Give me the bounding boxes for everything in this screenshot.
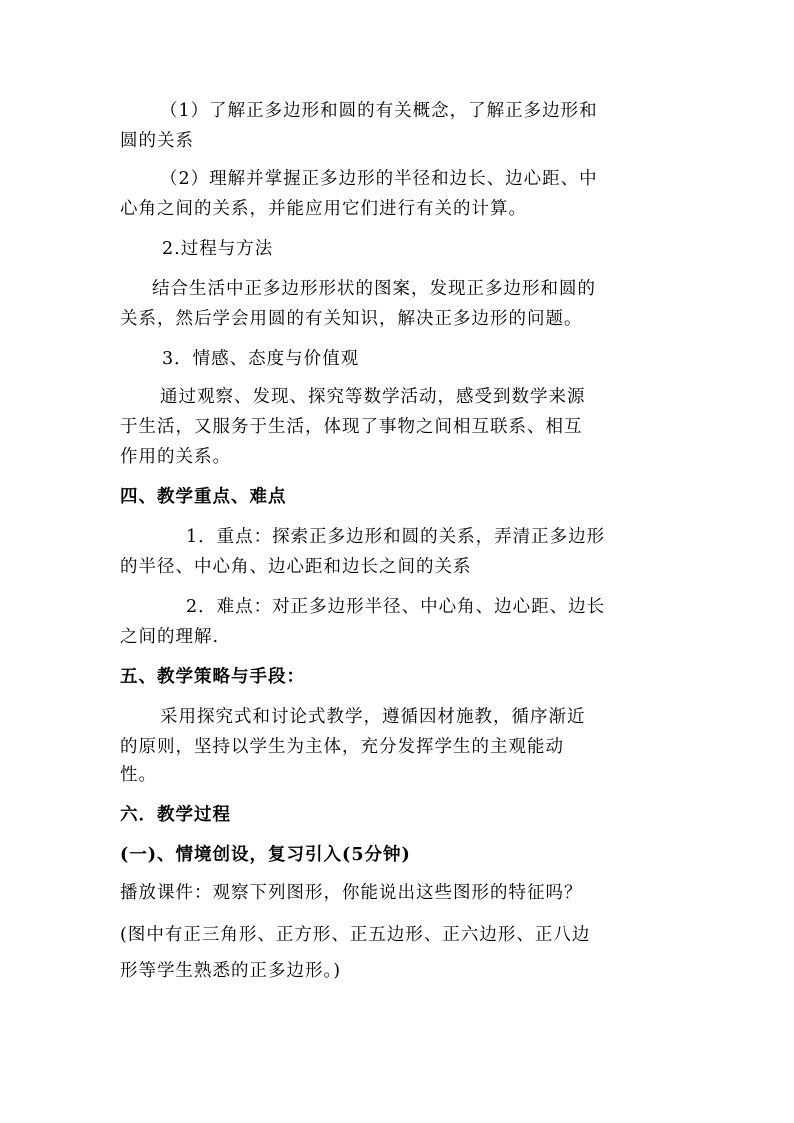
emotion-paragraph-line-2: 于生活，又服务于生活，体现了事物之间相互联系、相互 (120, 417, 583, 437)
process-paragraph-line-1: 结合生活中正多边形形状的图案，发现正多边形和圆的 (152, 279, 596, 299)
objective-1-line-1: （1）了解正多边形和圆的有关概念，了解正多边形和 (160, 101, 598, 121)
section-six-heading: 六．教学过程 (120, 805, 231, 825)
difficulty-line-2: 之间的理解. (120, 627, 220, 647)
subheading-process-method: 2.过程与方法 (162, 239, 274, 259)
process-paragraph-line-2: 关系，然后学会用圆的有关知识，解决正多边形的问题。 (120, 309, 583, 329)
objective-2-line-2: 心角之间的关系，并能应用它们进行有关的计算。 (120, 199, 527, 219)
key-point-line-1: 1．重点：探索正多边形和圆的关系，弄清正多边形 (186, 527, 606, 547)
strategy-paragraph-line-2: 的原则，坚持以学生为主体，充分发挥学生的主观能动 (120, 737, 564, 757)
subheading-emotion-values: 3．情感、态度与价值观 (162, 349, 360, 369)
figure-note-line-1: (图中有正三角形、正方形、正五边形、正六边形、正八边 (120, 925, 591, 945)
emotion-paragraph-line-1: 通过观察、发现、探究等数学活动，感受到数学来源 (160, 387, 586, 407)
section-five-heading: 五、教学策略与手段： (120, 667, 305, 687)
difficulty-line-1: 2．难点：对正多边形半径、中心角、边心距、边长 (186, 597, 606, 617)
strategy-paragraph-line-3: 性。 (120, 765, 157, 785)
subsection-one-heading: (一)、情境创设，复习引入(5分钟) (120, 845, 411, 865)
courseware-line: 播放课件：观察下列图形，你能说出这些图形的特征吗？ (120, 883, 583, 903)
objective-2-line-1: （2）理解并掌握正多边形的半径和边长、边心距、中 (160, 169, 598, 189)
section-four-heading: 四、教学重点、难点 (120, 487, 287, 507)
strategy-paragraph-line-1: 采用探究式和讨论式教学，遵循因材施教，循序渐近 (160, 707, 586, 727)
key-point-line-2: 的半径、中心角、边心距和边长之间的关系 (120, 557, 472, 577)
emotion-paragraph-line-3: 作用的关系。 (120, 447, 231, 467)
objective-1-line-2: 圆的关系 (120, 131, 194, 151)
figure-note-line-2: 形等学生熟悉的正多边形。) (120, 961, 342, 981)
